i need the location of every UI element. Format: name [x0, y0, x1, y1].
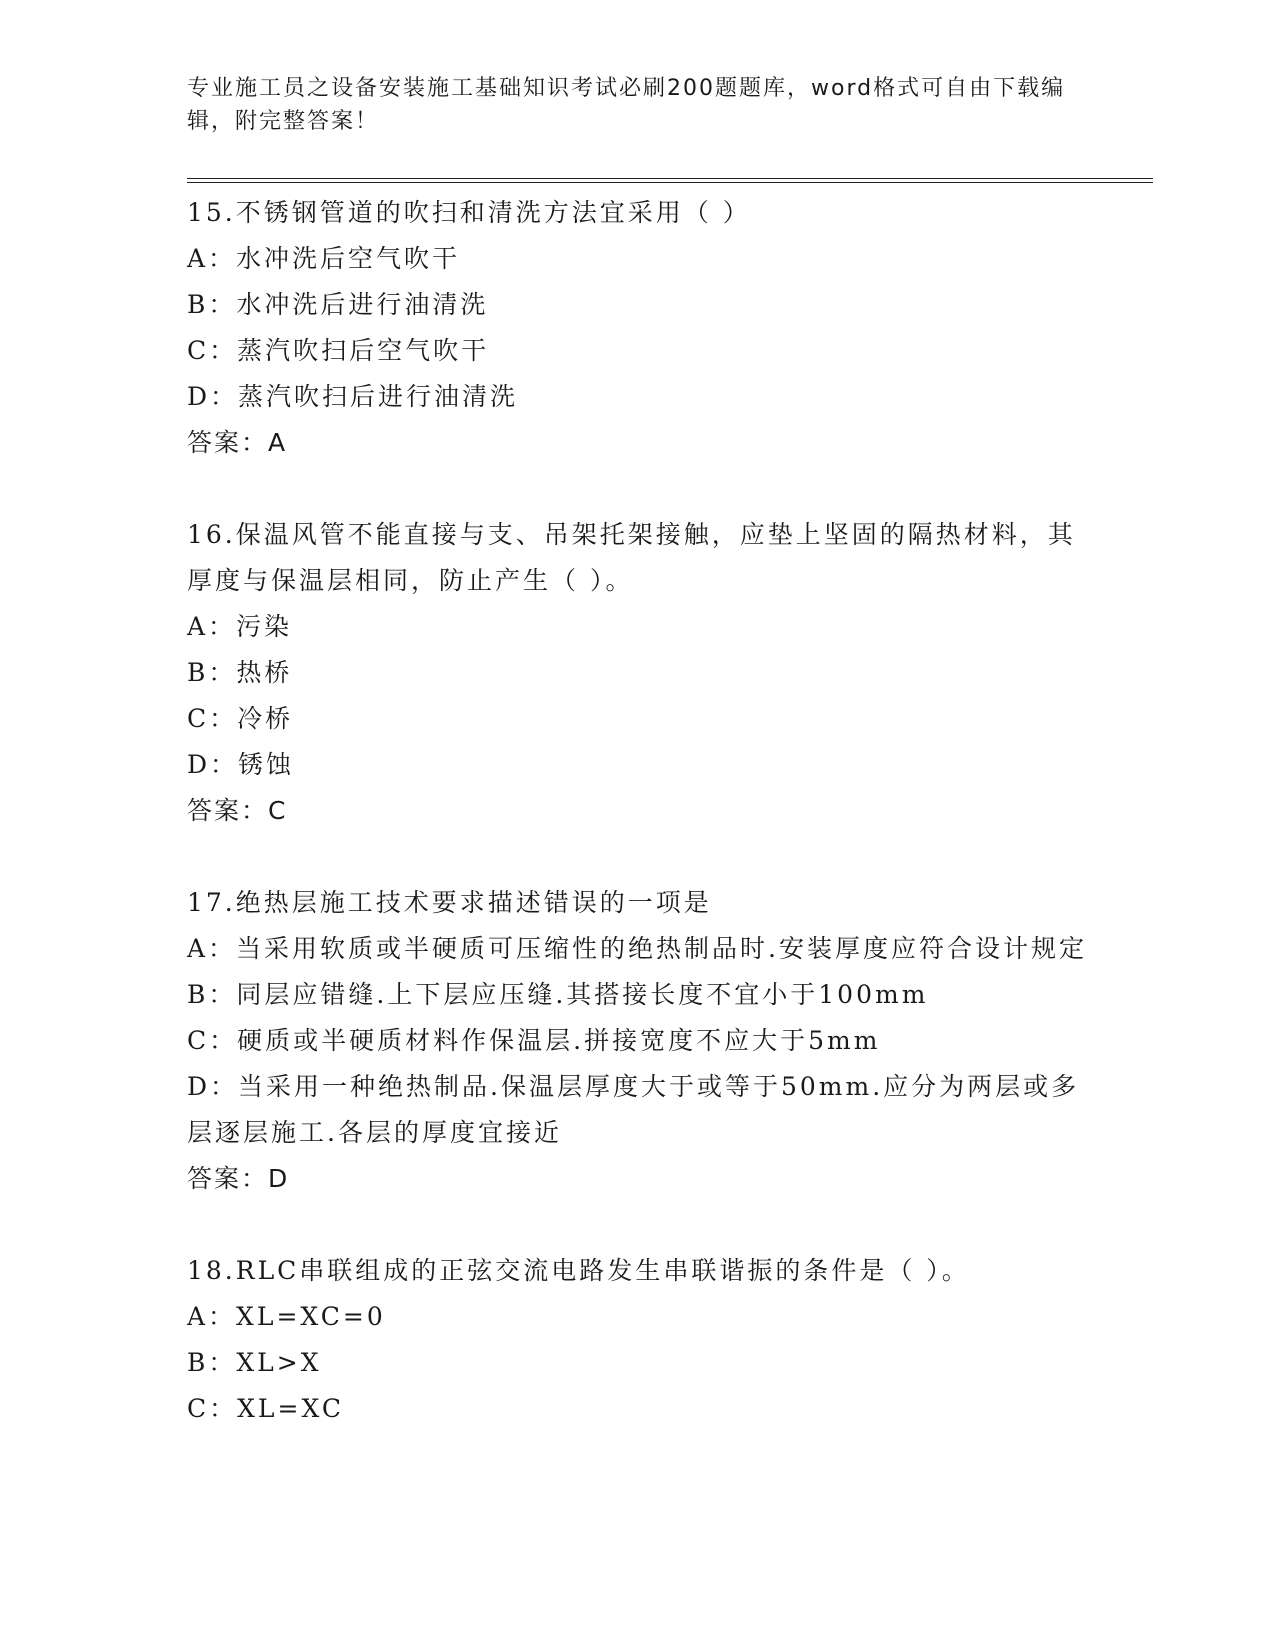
question-16	[187, 512, 1087, 834]
header-double-rule	[187, 178, 1153, 183]
option-c: C：XL=XC	[187, 1394, 344, 1423]
option-a: A：污染	[187, 612, 293, 641]
option-b: B：热桥	[187, 658, 293, 687]
option-d: D：当采用一种绝热制品.保温层厚度大于或等于50mm.应分为两层或多层逐层施工.各层的厚度宜接近	[187, 1072, 1080, 1147]
question-stem: 16.保温风管不能直接与支、吊架托架接触，应垫上坚固的隔热材料，其厚度与保温层相同，防止产生（ ）。	[187, 520, 1076, 595]
answer-line: 答案：C	[187, 796, 288, 825]
option-b: B：水冲洗后进行油清洗	[187, 290, 489, 319]
spacer	[187, 1202, 1087, 1248]
option-c: C：蒸汽吹扫后空气吹干	[187, 336, 490, 365]
spacer	[187, 466, 1087, 512]
option-a: A：当采用软质或半硬质可压缩性的绝热制品时.安装厚度应符合设计规定	[187, 934, 1088, 963]
question-18	[187, 1248, 1087, 1432]
option-c: C：硬质或半硬质材料作保温层.拼接宽度不应大于5mm	[187, 1026, 881, 1055]
header-title: 专业施工员之设备安装施工基础知识考试必刷200题题库，word格式可自由下载编辑，附完整答案！	[187, 76, 1066, 134]
option-a: A：水冲洗后空气吹干	[187, 244, 461, 273]
option-b: B：同层应错缝.上下层应压缝.其搭接长度不宜小于100mm	[187, 980, 929, 1009]
answer-line: 答案：A	[187, 428, 288, 457]
option-d: D：锈蚀	[187, 750, 295, 779]
page-header	[187, 72, 1087, 138]
spacer	[187, 834, 1087, 880]
question-stem: 15.不锈钢管道的吹扫和清洗方法宜采用（ ）	[187, 198, 751, 227]
question-stem: 18.RLC串联组成的正弦交流电路发生串联谐振的条件是（ ）。	[187, 1256, 970, 1285]
question-list	[187, 190, 1087, 1432]
option-b: B：XL>X	[187, 1348, 322, 1377]
option-a: A：XL=XC=0	[187, 1302, 386, 1331]
question-stem: 17.绝热层施工技术要求描述错误的一项是	[187, 888, 712, 917]
option-c: C：冷桥	[187, 704, 294, 733]
answer-line: 答案：D	[187, 1164, 290, 1193]
question-17	[187, 880, 1087, 1202]
option-d: D：蒸汽吹扫后进行油清洗	[187, 382, 519, 411]
question-15	[187, 190, 1087, 466]
